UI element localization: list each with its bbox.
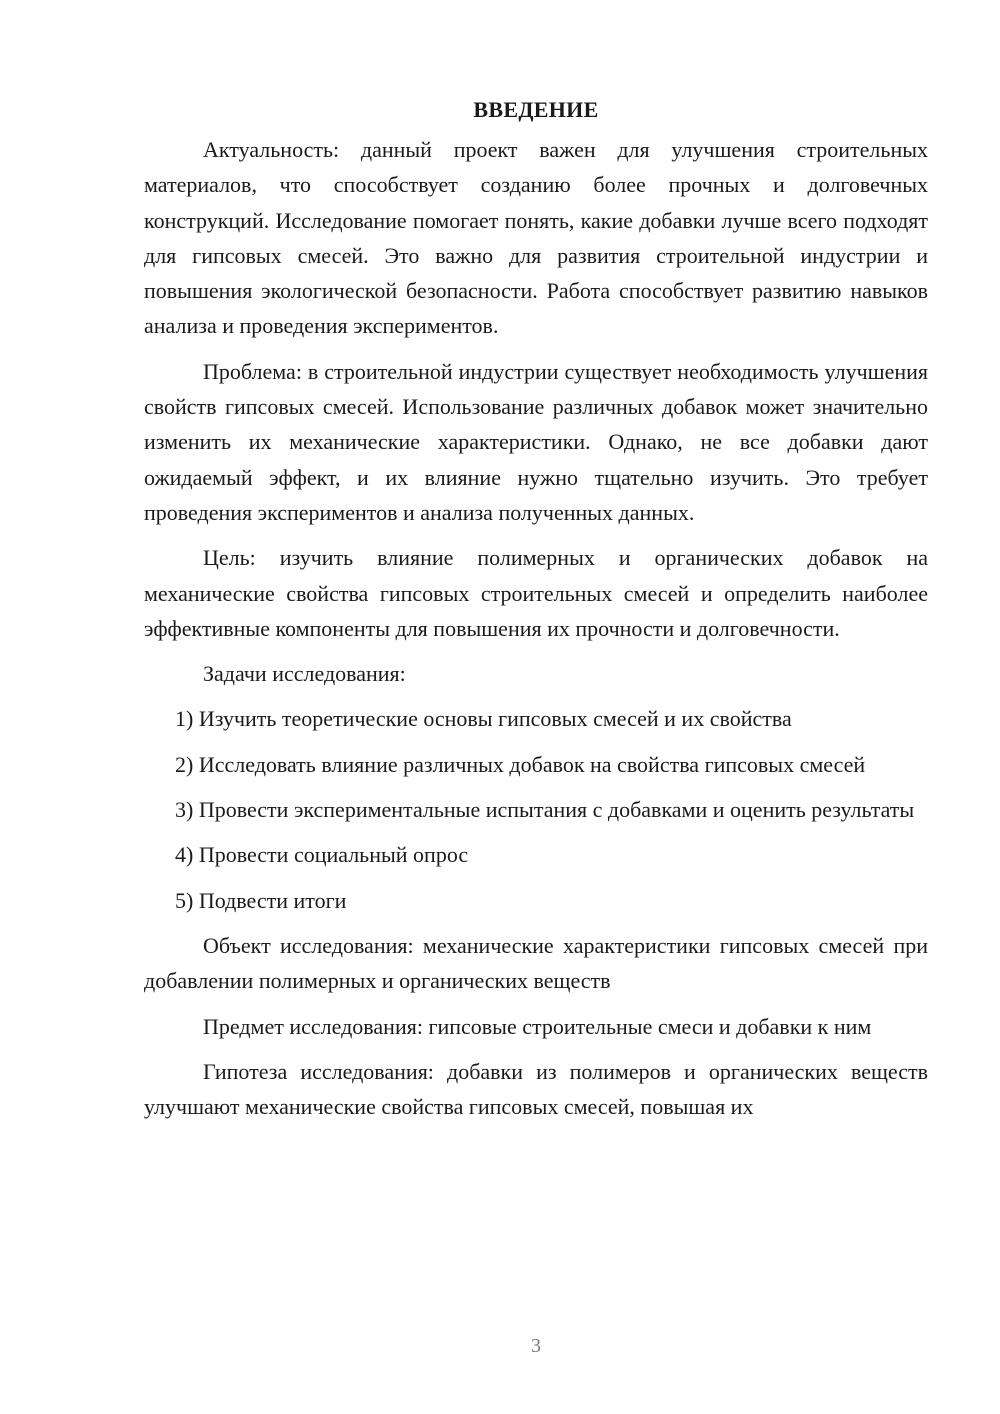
task-item: 1) Изучить теоретические основы гипсовых смесей и их свойства: [175, 706, 792, 732]
problem-paragraph: Проблема: в строительной индустрии существует необходимость улучшения свойств гипсовых смесей. Использование различных добавок может значительно изменить их механические характеристики. Однако, не все добавки дают ожидаемый эффект, и их влияние нужно тщательно изучить. Это требует проведения экспериментов и анализа полученных данных.: [144, 358, 928, 525]
task-item: 4) Провести социальный опрос: [175, 842, 469, 868]
object-paragraph: Объект исследования: механические характеристики гипсовых смесей при добавлении полимерных и органических веществ: [144, 932, 928, 994]
page-content: [144, 92, 928, 1134]
page-title: ВВЕДЕНИЕ: [473, 97, 599, 122]
goal-paragraph: Цель: изучить влияние полимерных и органических добавок на механические свойства гипсовых строительных смесей и определить наиболее эффективные компоненты для повышения их прочности и долговечности.: [144, 545, 928, 641]
task-item: 2) Исследовать влияние различных добавок на свойства гипсовых смесей: [175, 751, 866, 777]
relevance-paragraph: Актуальность: данный проект важен для улучшения строительных материалов, что способствует созданию более прочных и долговечных конструкций. Исследование помогает понять, какие добавки лучше всего подходят для гипсовых смесей. Это важно для развития строительной индустрии и повышения экологической безопасности. Работа способствует развитию навыков анализа и проведения экспериментов.: [144, 137, 928, 339]
subject-paragraph: Предмет исследования: гипсовые строительные смеси и добавки к ним: [203, 1013, 872, 1039]
page-number: 3: [531, 1335, 541, 1357]
task-item: 3) Провести экспериментальные испытания с добавками и оценить результаты: [175, 797, 915, 823]
task-item: 5) Подвести итоги: [175, 887, 347, 913]
tasks-heading: Задачи исследования:: [203, 661, 406, 687]
hypothesis-paragraph: Гипотеза исследования: добавки из полимеров и органических веществ улучшают механические свойства гипсовых смесей, повышая их: [144, 1058, 928, 1120]
